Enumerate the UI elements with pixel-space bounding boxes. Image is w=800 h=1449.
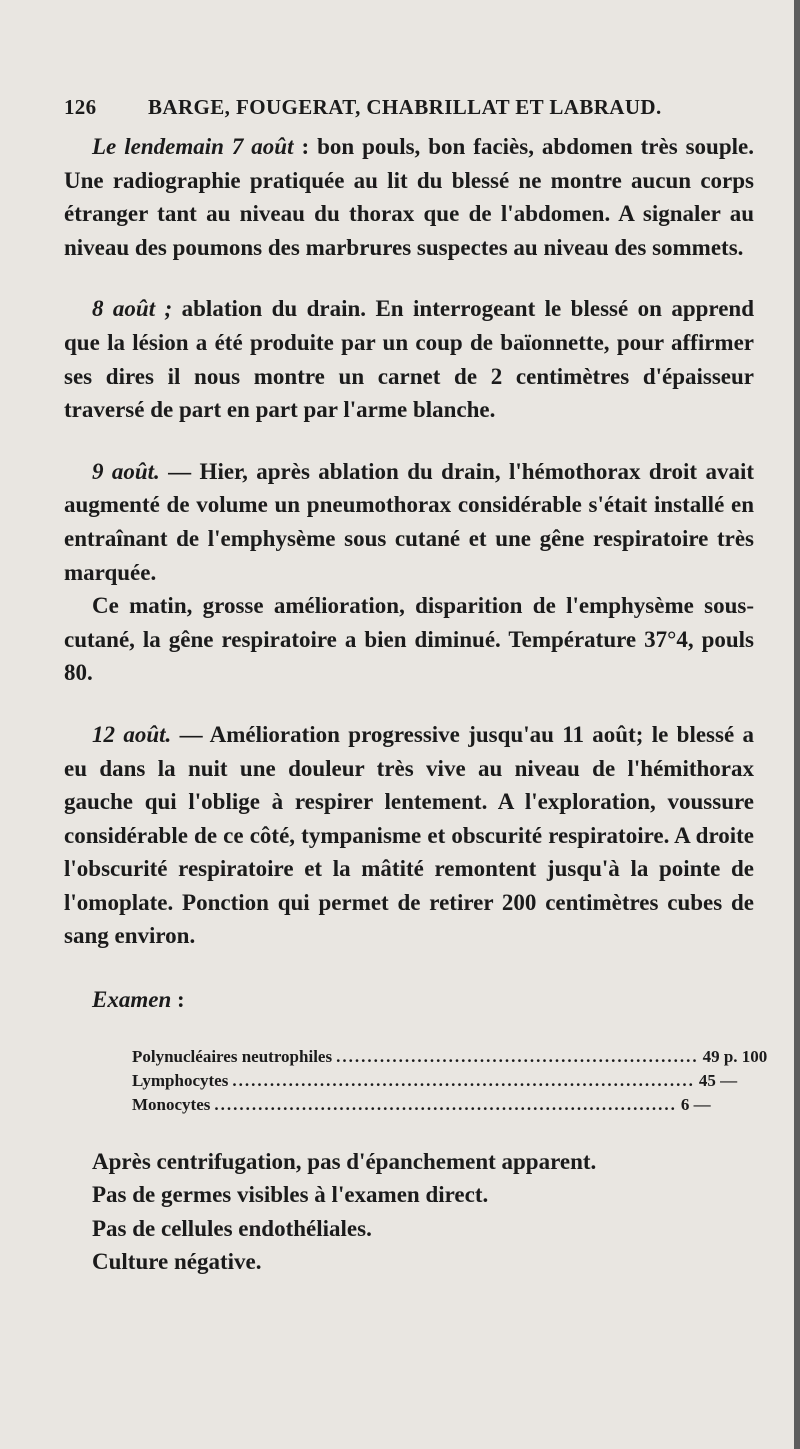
paragraph-12-aout: [64, 718, 754, 953]
page-body: [64, 130, 768, 1279]
table-row: [132, 1045, 768, 1069]
cell-percentage: 49 p. 100: [702, 1046, 768, 1066]
cell-percentage: 45 —: [698, 1070, 738, 1090]
paragraph-text: : bon pouls, bon faciès, abdomen très souple. Une radiographie pratiquée au lit du blessé ne montre aucun corps étranger tant au niveau du thorax que de l'abdomen. A signaler au niveau des poumons des marbrures suspectes au niveau des sommets.: [64, 134, 754, 260]
dot-leader: ..........................................................................: [214, 1094, 677, 1114]
paragraph-text: — Amélioration progressive jusqu'au 11 août; le blessé a eu dans la nuit une douleur très vive au niveau de l'hémithorax gauche qui l'oblige à respirer lentement. A l'exploration, voussure considérable de ce côté, tympanisme et obscurité respiratoire. A droite l'obscurité respiratoire et la mâtité remontent jusqu'à la pointe de l'omoplate. Ponction qui permet de retirer 200 centimètres cubes de sang environ.: [64, 721, 754, 949]
paragraph-7-aout: [64, 130, 754, 264]
exam-heading: Examen: [92, 987, 172, 1013]
paragraph-text: ablation du drain. En interrogeant le blessé on apprend que la lésion a été produite par un coup de baïonnette, pour affirmer ses dires il nous montre un carnet de 2 centimètres d'épaisseur traversé de part en part par l'arme blanche.: [64, 296, 755, 423]
conclusion-line: Culture négative.: [92, 1249, 262, 1275]
exam-heading-line: [64, 983, 754, 1017]
cell-type-label: Lymphocytes: [132, 1070, 229, 1090]
page-edge-shadow: [794, 0, 800, 1449]
blood-count-table: [132, 1045, 768, 1117]
page-number: 126: [64, 95, 97, 119]
conclusion-line: Pas de germes visibles à l'examen direct.: [92, 1182, 489, 1208]
conclusion-line: Après centrifugation, pas d'épanchement apparent.: [92, 1148, 597, 1174]
dot-leader: ..........................................................: [336, 1046, 699, 1066]
date-lead: Le lendemain 7 août: [92, 134, 294, 159]
cell-percentage: 6 —: [680, 1094, 711, 1114]
exam-colon: :: [171, 987, 185, 1013]
paragraph-9-aout: [64, 455, 754, 589]
running-title: BARGE, FOUGERAT, CHABRILLAT ET LABRAUD.: [148, 95, 662, 119]
conclusion-line: Pas de cellules endothéliales.: [92, 1215, 372, 1241]
paragraph-text: — Hier, après ablation du drain, l'hémothorax droit avait augmenté de volume un pneumothorax considérable s'était installé en entraînant de l'emphysème sous cutané et une gêne respiratoire très marquée.: [64, 458, 754, 585]
paragraph-ce-matin: [64, 589, 754, 690]
date-lead: 12 août.: [92, 721, 172, 747]
dot-leader: ..........................................................................: [232, 1070, 695, 1090]
paragraph-8-aout: [64, 292, 754, 426]
cell-type-label: Monocytes: [132, 1094, 211, 1114]
table-row: [132, 1069, 738, 1093]
lab-conclusions: [92, 1145, 754, 1279]
paragraph-text: Ce matin, grosse amélioration, disparition de l'emphysème sous-cutané, la gêne respiratoire a bien diminué. Température 37°4, pouls 80.: [64, 593, 754, 686]
table-row: [132, 1093, 711, 1117]
date-lead: 9 août.: [92, 458, 160, 484]
cell-type-label: Polynucléaires neutrophiles: [132, 1046, 333, 1066]
date-lead: 8 août ;: [92, 296, 173, 322]
